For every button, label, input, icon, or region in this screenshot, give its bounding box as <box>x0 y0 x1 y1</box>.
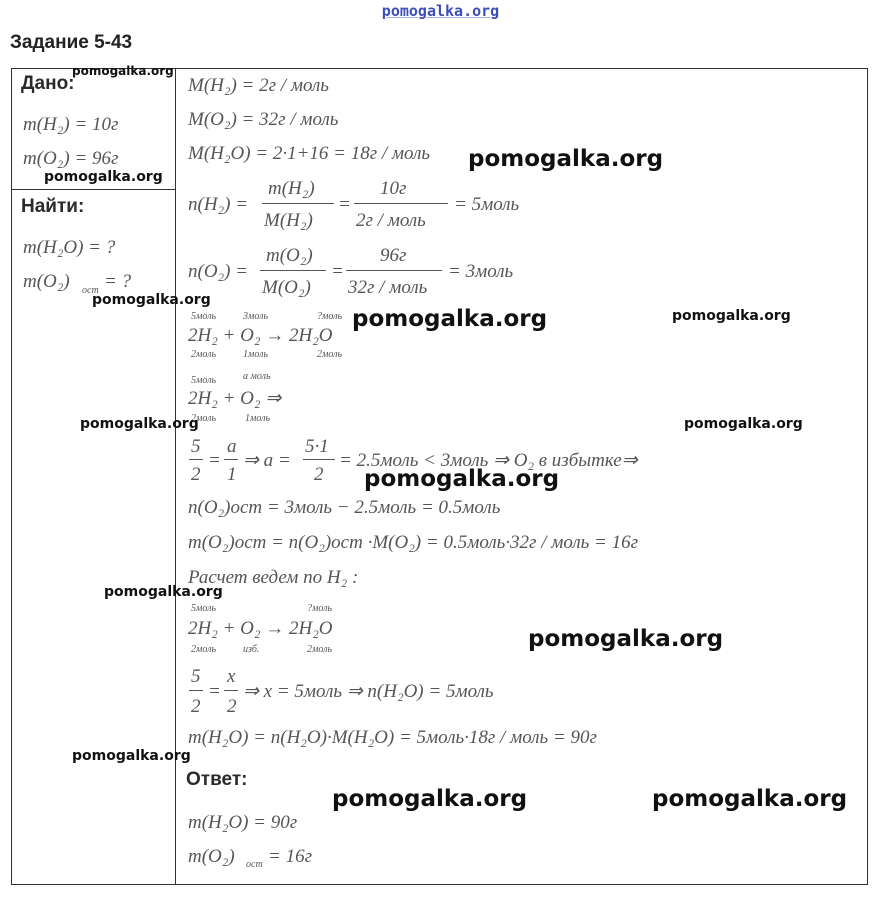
task-title: Задание 5-43 <box>10 32 133 53</box>
excess-n: n(O₂)ост = 3моль − 2.5моль = 0.5моль <box>188 497 501 518</box>
n-o2-bar2 <box>346 270 442 271</box>
prop1-bar2 <box>224 459 238 460</box>
site-header[interactable]: pomogalka.org <box>381 2 500 20</box>
prop1-d3: 2 <box>314 464 324 485</box>
watermark: pomogalka.org <box>528 626 724 652</box>
prop2-rest: ⇒ x = 5моль ⇒ n(H₂O) = 5моль <box>243 681 494 702</box>
given-label: Дано: <box>21 73 75 94</box>
watermark: pomogalka.org <box>468 146 664 172</box>
prop1-d1: 2 <box>191 464 201 485</box>
find-item-h2o: m(H₂O) = ? <box>23 237 116 258</box>
n-h2-bar1 <box>262 203 334 204</box>
n-o2-den1: M(O₂) <box>262 277 311 298</box>
watermark: pomogalka.org <box>80 416 199 432</box>
prop1-bar3 <box>303 459 335 460</box>
prop1-d2: 1 <box>227 464 237 485</box>
molar-mass-h2: M(H₂) = 2г / моль <box>188 75 329 96</box>
eq3-below-h2o: 2моль <box>307 644 333 655</box>
n-o2-num1: m(O₂) <box>266 245 313 266</box>
n-h2-den2: 2г / моль <box>356 210 426 231</box>
prop1-rest: = 2.5моль < 3моль ⇒ O₂ в избытке⇒ <box>339 450 638 471</box>
prop1-bar1 <box>189 459 203 460</box>
watermark: pomogalka.org <box>44 169 163 185</box>
eq2-below-h2: 2моль <box>191 413 217 424</box>
prop1-eq: = <box>208 450 221 471</box>
watermark: pomogalka.org <box>332 786 528 812</box>
find-item-o2-rest: = ? <box>104 271 132 292</box>
eq1-above-o2: 3моль <box>243 311 269 322</box>
n-h2-lhs: n(H₂) = <box>188 194 249 215</box>
molar-mass-h2o: M(H₂O) = 2·1+16 = 18г / моль <box>188 143 431 164</box>
given-find-divider <box>11 189 176 190</box>
watermark: pomogalka.org <box>92 292 211 308</box>
eq3-below-o2: изб. <box>243 644 260 655</box>
given-item-o2: m(O₂) = 96г <box>23 148 119 169</box>
eq1-below-o2: 1моль <box>243 349 269 360</box>
prop1-n2: a <box>227 436 237 457</box>
n-o2-rhs: = 3моль <box>448 261 514 282</box>
n-h2-rhs: = 5моль <box>454 194 520 215</box>
eq1-below-h2: 2моль <box>191 349 217 360</box>
answer-item-o2-subscript: ост <box>246 859 263 870</box>
eq2-above-o2: a моль <box>243 371 271 382</box>
watermark: pomogalka.org <box>684 416 803 432</box>
n-h2-bar2 <box>354 203 448 204</box>
eq1-below-h2o: 2моль <box>317 349 343 360</box>
eq2-main: 2H₂ + O₂ ⇒ <box>188 388 282 409</box>
n-o2-den2: 32г / моль <box>348 277 428 298</box>
prop2-n1: 5 <box>191 666 201 687</box>
find-item-o2-subscript: ост <box>82 285 99 296</box>
eq1-main: 2H₂ + O₂ → 2H₂O <box>188 325 333 346</box>
mass-h2o: m(H₂O) = n(H₂O)·M(H₂O) = 5моль·18г / моль = 90г <box>188 727 597 748</box>
watermark: pomogalka.org <box>672 308 791 324</box>
prop2-d2: 2 <box>227 696 237 717</box>
prop2-n2: x <box>227 666 236 687</box>
eq2-above-h2: 5моль <box>191 375 217 386</box>
answer-item-o2: m(O₂) <box>188 846 235 867</box>
prop2-bar2 <box>224 690 238 691</box>
prop1-n3: 5·1 <box>305 436 329 457</box>
prop1-mid: ⇒ a = <box>243 450 291 471</box>
eq1-above-h2o: ?моль <box>317 311 343 322</box>
prop1-n1: 5 <box>191 436 201 457</box>
watermark: pomogalka.org <box>72 64 174 78</box>
n-h2-eq: = <box>338 194 351 215</box>
prop2-eq: = <box>208 681 221 702</box>
find-label: Найти: <box>21 196 85 217</box>
eq3-main: 2H₂ + O₂ → 2H₂O <box>188 618 333 639</box>
n-h2-den1: M(H₂) <box>264 210 313 231</box>
find-item-o2: m(O₂) <box>23 271 70 292</box>
answer-item-h2o: m(H₂O) = 90г <box>188 812 298 833</box>
n-o2-lhs: n(O₂) = <box>188 261 249 282</box>
answer-label: Ответ: <box>186 769 248 790</box>
eq1-above-h2: 5моль <box>191 311 217 322</box>
molar-mass-o2: M(O₂) = 32г / моль <box>188 109 339 130</box>
n-h2-num2: 10г <box>380 178 407 199</box>
watermark: pomogalka.org <box>652 786 848 812</box>
watermark: pomogalka.org <box>364 466 560 492</box>
eq3-above-h2o: ?моль <box>307 603 333 614</box>
n-o2-bar1 <box>260 270 326 271</box>
watermark: pomogalka.org <box>72 748 191 764</box>
prop2-bar1 <box>189 690 203 691</box>
watermark: pomogalka.org <box>104 584 223 600</box>
answer-item-o2-rest: = 16г <box>268 846 312 867</box>
watermark: pomogalka.org <box>352 306 548 332</box>
excess-m: m(O₂)ост = n(O₂)ост ·M(O₂) = 0.5моль·32г / моль = 16г <box>188 532 639 553</box>
n-h2-num1: m(H₂) <box>268 178 315 199</box>
eq2-below-o2: 1моль <box>245 413 271 424</box>
calc-note: Расчет ведем по H₂ : <box>188 567 359 588</box>
n-o2-num2: 96г <box>380 245 407 266</box>
given-item-h2: m(H₂) = 10г <box>23 114 119 135</box>
eq3-above-h2: 5моль <box>191 603 217 614</box>
prop2-d1: 2 <box>191 696 201 717</box>
eq3-below-h2: 2моль <box>191 644 217 655</box>
n-o2-eq: = <box>331 261 344 282</box>
